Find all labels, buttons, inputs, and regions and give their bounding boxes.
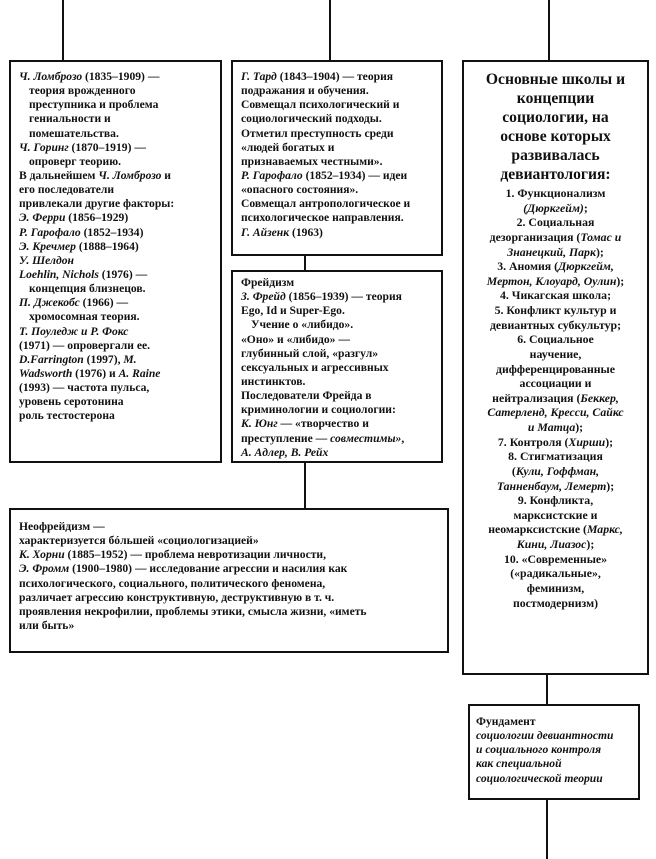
author-freud: З. Фрейд <box>241 290 286 304</box>
list-item: 3. Аномия (Дюркгейм, Мертон, Клоуард, Оулин); <box>486 259 625 288</box>
connector-freud-neofreud <box>304 463 306 508</box>
author-horney: К. Хорни <box>19 548 65 562</box>
author-lombroso: Ч. Ломброзо <box>19 70 83 83</box>
connector-top-right <box>548 0 550 60</box>
box-biological-theories: Ч. Ломброзо (1835–1909) — теория врожденного преступника и проблема гениальности и помешательства. Ч. Горинг (1870–1919) — опроверг теорию. В дальнейшем Ч. Ломброзо и его последователи привлекали другие факторы: Э. Ферри (1856–1929) Р. Гарофало (1852–1934) Э. Кречмер (1888–1964) У. Шелдон Loehlin, Nichols (1976) — концепция близнецов. П. Джекобс (1966) — хромосомная теория. Т. Поуледж и Р. Фокс (1971) — опровергали ее. D.Farrington (1997), M. Wadsworth (1976) и A. Raine (1993) — частота пульса, уровень серотонина роль тестостерона <box>9 60 222 463</box>
schools-list <box>469 186 642 610</box>
freudianism-title: Фрейдизм <box>241 276 295 289</box>
list-item: 2. Социальная дезорганизация (Томас и Знанецкий, Парк); <box>489 215 622 259</box>
neofreudianism-title: Неофрейдизм — <box>19 520 105 533</box>
box-freudianism: Фрейдизм З. Фрейд (1856–1939) — теория Ego, Id и Super-Ego. Учение о «либидо». «Оно» и «либидо» — глубинный слой, «разгул» сексуальных и агрессивных инстинктов. Последователи Фрейда в криминологии и социологии: К. Юнг — «творчество и преступление — совместимы», А. Адлер, В. Рейх <box>231 270 443 463</box>
list-item: 9. Конфликта, марксистские и неомарксистские (Маркс, Кини, Лиазос); <box>488 493 623 552</box>
connector-top-left <box>62 0 64 60</box>
connector-bottom <box>546 800 548 859</box>
list-item: 5. Конфликт культур и девиантных субкультур; <box>489 303 622 332</box>
box-psychological-theories: Г. Тард (1843–1904) — теория подражания и обучения. Совмещал психологический и социологический подходы. Отметил преступность среди «людей богатых и признаваемых честными». Р. Гарофало (1852–1934) — идеи «опасного состояния». Совмещал антропологическое и психологическое направления. Г. Айзенк (1963) <box>231 60 443 256</box>
box-fundament: Фундамент социологии девиантности и социального контроля как специальной социологической теории <box>468 704 640 800</box>
connector-top-middle <box>329 0 331 60</box>
list-item: 4. Чикагская школа; <box>500 288 611 303</box>
author-tarde: Г. Тард <box>241 70 277 83</box>
box-neofreudianism: Неофрейдизм — характеризуется бóльшей «социологизацией» К. Хорни (1885–1952) — проблема невротизации личности, Э. Фромм (1900–1980) — исследование агрессии и насилия как психологического, социального, политического феномена, различает агрессию конструктивную, деструктивную в т. ч. проявления некрофилии, проблемы этики, смысла жизни, «иметь или быть» <box>9 508 449 653</box>
list-item: 8. Стигматизация (Кули, Гоффман, Танненбаум, Лемерт); <box>496 449 615 493</box>
list-item: 10. «Современные» («радикальные», феминизм, постмодернизм) <box>503 551 608 610</box>
connector-middle-boxes <box>304 256 306 270</box>
fundament-title: Фундамент <box>476 715 536 728</box>
schools-heading: Основные школы и концепции социологии, на основе которых развивалась девиантология: <box>485 71 626 184</box>
list-item: 7. Контроля (Хирши); <box>497 434 614 449</box>
list-item: 1. Функционализм (Дюркгейм); <box>505 186 606 215</box>
connector-schools-fundament <box>546 675 548 704</box>
author-goring: Ч. Горинг <box>19 140 69 154</box>
list-item: 6. Социальное научение, дифференцированные ассоциации и нейтрализация (Беккер, Сатерленд, Кресси, Сайкс и Матца); <box>487 332 624 435</box>
box-sociological-schools <box>462 60 649 675</box>
author-fromm: Э. Фромм <box>19 562 70 576</box>
